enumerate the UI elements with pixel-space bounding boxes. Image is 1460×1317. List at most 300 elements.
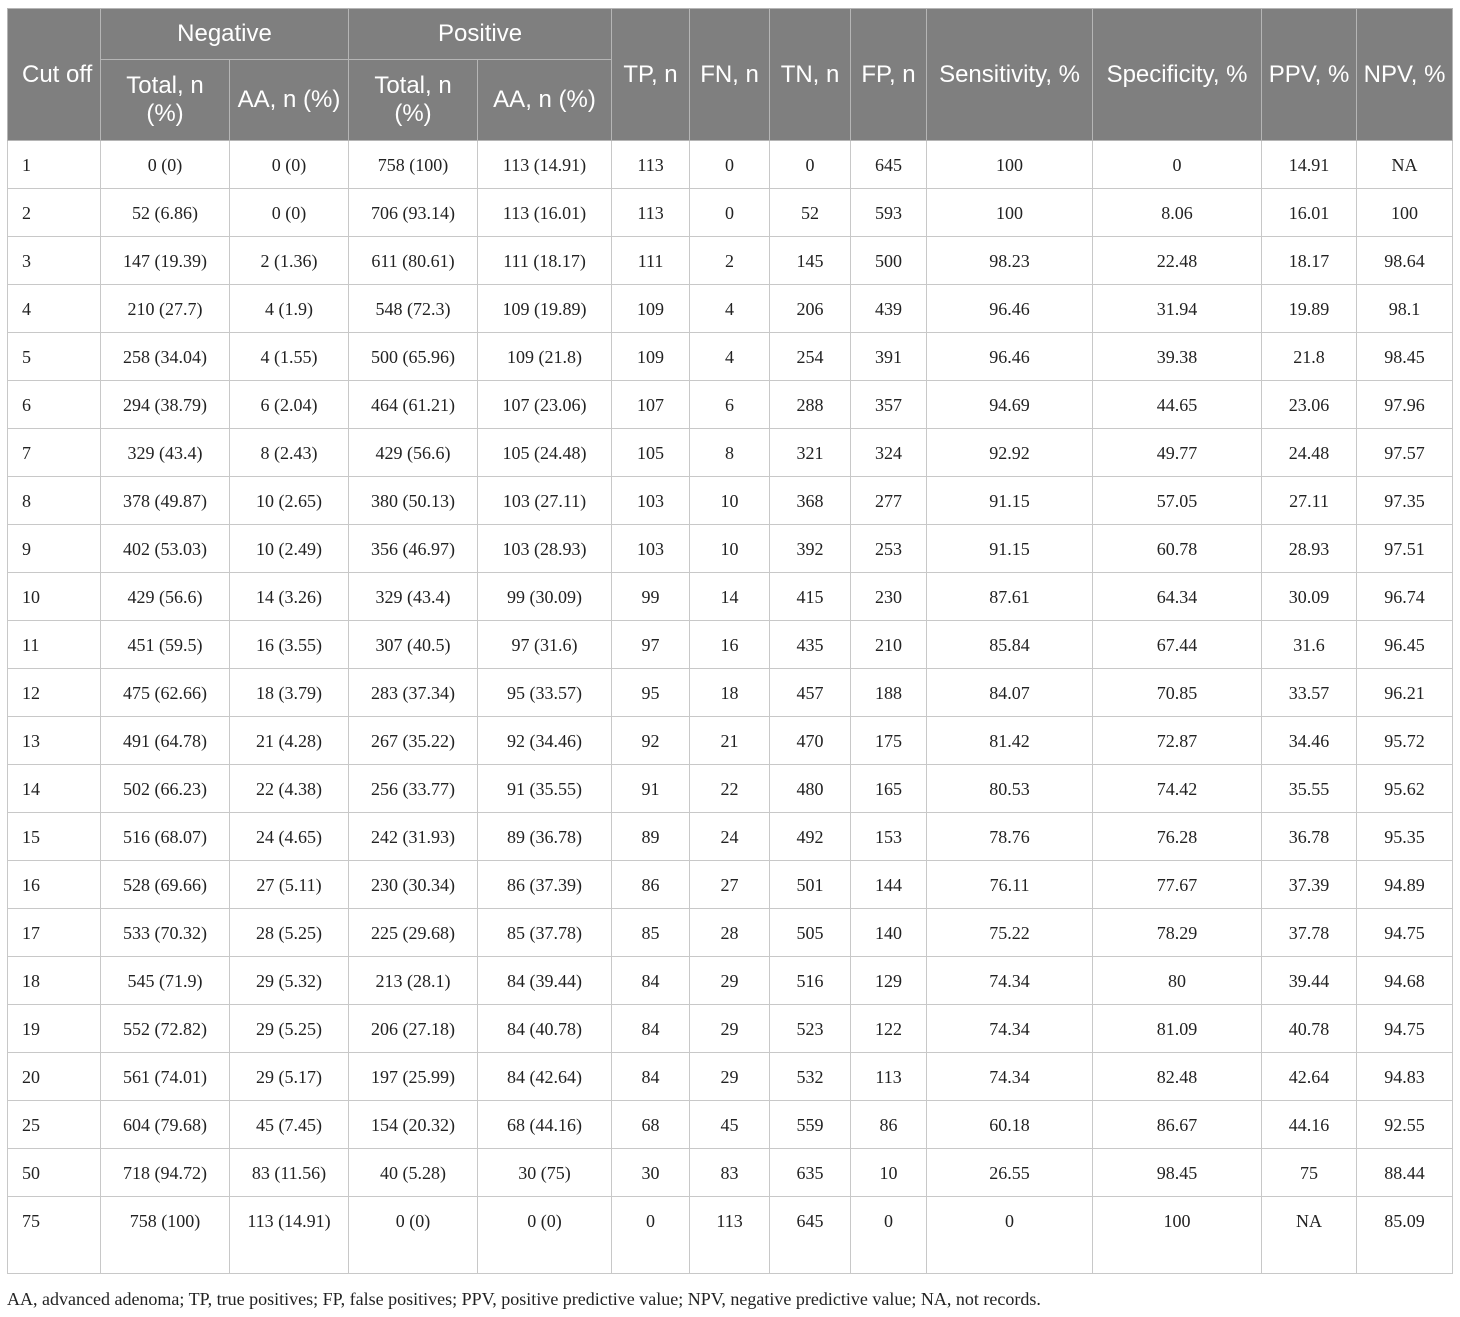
cell-sensitivity: 78.76 [927, 813, 1093, 861]
cell-tn: 645 [770, 1197, 851, 1274]
cell-negative-aa: 14 (3.26) [230, 573, 349, 621]
cell-negative-aa: 113 (14.91) [230, 1197, 349, 1274]
cell-positive-total: 758 (100) [349, 141, 478, 189]
cell-negative-total: 52 (6.86) [101, 189, 230, 237]
cell-ppv: 23.06 [1262, 381, 1357, 429]
cell-tn: 505 [770, 909, 851, 957]
table-row [8, 333, 1453, 381]
cell-specificity: 0 [1093, 141, 1262, 189]
cell-ppv: 18.17 [1262, 237, 1357, 285]
cell-specificity: 82.48 [1093, 1053, 1262, 1101]
cell-specificity: 64.34 [1093, 573, 1262, 621]
cell-positive-aa: 109 (21.8) [478, 333, 612, 381]
cell-positive-total: 706 (93.14) [349, 189, 478, 237]
cell-fn: 29 [690, 1005, 770, 1053]
cell-fp: 113 [851, 1053, 927, 1101]
cell-npv: 94.83 [1357, 1053, 1453, 1101]
cell-cutoff: 3 [8, 237, 101, 285]
cell-negative-aa: 10 (2.65) [230, 477, 349, 525]
cell-negative-total: 758 (100) [101, 1197, 230, 1274]
cell-positive-total: 230 (30.34) [349, 861, 478, 909]
header-positive-aa: AA, n (%) [478, 60, 612, 141]
cell-cutoff: 6 [8, 381, 101, 429]
cell-negative-aa: 2 (1.36) [230, 237, 349, 285]
cell-tp: 107 [612, 381, 690, 429]
cell-negative-total: 528 (69.66) [101, 861, 230, 909]
cell-negative-aa: 4 (1.55) [230, 333, 349, 381]
cell-negative-aa: 8 (2.43) [230, 429, 349, 477]
cell-fp: 210 [851, 621, 927, 669]
cell-specificity: 44.65 [1093, 381, 1262, 429]
cell-negative-total: 533 (70.32) [101, 909, 230, 957]
cell-tn: 532 [770, 1053, 851, 1101]
header-sensitivity: Sensitivity, % [927, 9, 1093, 141]
cell-negative-aa: 10 (2.49) [230, 525, 349, 573]
cell-negative-aa: 83 (11.56) [230, 1149, 349, 1197]
cell-ppv: 44.16 [1262, 1101, 1357, 1149]
cell-sensitivity: 0 [927, 1197, 1093, 1274]
cell-fn: 14 [690, 573, 770, 621]
cell-positive-total: 225 (29.68) [349, 909, 478, 957]
header-negative-aa: AA, n (%) [230, 60, 349, 141]
cell-fp: 175 [851, 717, 927, 765]
cell-ppv: 42.64 [1262, 1053, 1357, 1101]
cell-positive-total: 206 (27.18) [349, 1005, 478, 1053]
cell-sensitivity: 91.15 [927, 525, 1093, 573]
cell-cutoff: 7 [8, 429, 101, 477]
cell-ppv: 30.09 [1262, 573, 1357, 621]
cell-tn: 206 [770, 285, 851, 333]
cell-tn: 415 [770, 573, 851, 621]
cell-sensitivity: 74.34 [927, 957, 1093, 1005]
cell-npv: 98.1 [1357, 285, 1453, 333]
cell-fn: 10 [690, 525, 770, 573]
cell-fp: 165 [851, 765, 927, 813]
cell-sensitivity: 100 [927, 141, 1093, 189]
cell-positive-total: 611 (80.61) [349, 237, 478, 285]
cell-tp: 84 [612, 1053, 690, 1101]
cell-negative-total: 329 (43.4) [101, 429, 230, 477]
cell-fn: 18 [690, 669, 770, 717]
cell-negative-total: 516 (68.07) [101, 813, 230, 861]
cell-fp: 188 [851, 669, 927, 717]
cell-tp: 99 [612, 573, 690, 621]
cell-positive-aa: 105 (24.48) [478, 429, 612, 477]
cell-tp: 113 [612, 141, 690, 189]
cell-positive-total: 307 (40.5) [349, 621, 478, 669]
cell-positive-aa: 86 (37.39) [478, 861, 612, 909]
cell-tp: 91 [612, 765, 690, 813]
cell-negative-aa: 0 (0) [230, 141, 349, 189]
cell-fp: 391 [851, 333, 927, 381]
cell-tp: 84 [612, 957, 690, 1005]
cell-positive-total: 429 (56.6) [349, 429, 478, 477]
cell-negative-total: 210 (27.7) [101, 285, 230, 333]
cell-npv: 94.68 [1357, 957, 1453, 1005]
cell-cutoff: 75 [8, 1197, 101, 1274]
cell-tn: 501 [770, 861, 851, 909]
cell-tp: 109 [612, 333, 690, 381]
table-row [8, 141, 1453, 189]
cell-negative-total: 258 (34.04) [101, 333, 230, 381]
cell-ppv: 31.6 [1262, 621, 1357, 669]
cell-fn: 16 [690, 621, 770, 669]
cell-ppv: 34.46 [1262, 717, 1357, 765]
cell-negative-aa: 18 (3.79) [230, 669, 349, 717]
cell-fp: 140 [851, 909, 927, 957]
cell-positive-aa: 113 (14.91) [478, 141, 612, 189]
cell-negative-total: 429 (56.6) [101, 573, 230, 621]
table-row [8, 1101, 1453, 1149]
header-negative: Negative [101, 9, 349, 60]
cell-sensitivity: 92.92 [927, 429, 1093, 477]
cell-specificity: 86.67 [1093, 1101, 1262, 1149]
cell-sensitivity: 100 [927, 189, 1093, 237]
cell-negative-aa: 28 (5.25) [230, 909, 349, 957]
cell-fp: 253 [851, 525, 927, 573]
cell-specificity: 72.87 [1093, 717, 1262, 765]
cell-tp: 0 [612, 1197, 690, 1274]
cell-negative-aa: 21 (4.28) [230, 717, 349, 765]
cell-sensitivity: 60.18 [927, 1101, 1093, 1149]
table-row [8, 1197, 1453, 1274]
cell-tn: 516 [770, 957, 851, 1005]
cell-tp: 103 [612, 525, 690, 573]
cell-tp: 86 [612, 861, 690, 909]
cell-npv: 95.72 [1357, 717, 1453, 765]
cell-fp: 10 [851, 1149, 927, 1197]
table-row [8, 909, 1453, 957]
cell-positive-aa: 95 (33.57) [478, 669, 612, 717]
cell-npv: 94.89 [1357, 861, 1453, 909]
cell-fp: 153 [851, 813, 927, 861]
cell-sensitivity: 74.34 [927, 1053, 1093, 1101]
cell-tp: 89 [612, 813, 690, 861]
cell-cutoff: 13 [8, 717, 101, 765]
table-footnote: AA, advanced adenoma; TP, true positives; FP, false positives; PPV, positive predictive value; NPV, negative predictive value; NA, not records. [7, 1289, 1041, 1309]
cell-tn: 145 [770, 237, 851, 285]
cell-negative-total: 294 (38.79) [101, 381, 230, 429]
cell-positive-total: 356 (46.97) [349, 525, 478, 573]
cell-specificity: 8.06 [1093, 189, 1262, 237]
cell-negative-aa: 45 (7.45) [230, 1101, 349, 1149]
cell-fp: 645 [851, 141, 927, 189]
table-row [8, 285, 1453, 333]
table-row [8, 765, 1453, 813]
cell-tp: 85 [612, 909, 690, 957]
cell-npv: 96.74 [1357, 573, 1453, 621]
cell-tn: 392 [770, 525, 851, 573]
cell-sensitivity: 80.53 [927, 765, 1093, 813]
cell-fn: 6 [690, 381, 770, 429]
cell-specificity: 78.29 [1093, 909, 1262, 957]
cell-specificity: 49.77 [1093, 429, 1262, 477]
cell-cutoff: 14 [8, 765, 101, 813]
cell-specificity: 60.78 [1093, 525, 1262, 573]
cell-cutoff: 25 [8, 1101, 101, 1149]
cell-positive-aa: 84 (39.44) [478, 957, 612, 1005]
table-row [8, 1005, 1453, 1053]
cell-fp: 439 [851, 285, 927, 333]
cell-tn: 288 [770, 381, 851, 429]
table-row [8, 669, 1453, 717]
cell-cutoff: 11 [8, 621, 101, 669]
cell-positive-aa: 111 (18.17) [478, 237, 612, 285]
cell-specificity: 67.44 [1093, 621, 1262, 669]
cell-negative-aa: 16 (3.55) [230, 621, 349, 669]
table-row [8, 621, 1453, 669]
cell-npv: 92.55 [1357, 1101, 1453, 1149]
header-specificity: Specificity, % [1093, 9, 1262, 141]
cell-npv: 96.45 [1357, 621, 1453, 669]
cell-specificity: 57.05 [1093, 477, 1262, 525]
cell-sensitivity: 87.61 [927, 573, 1093, 621]
cell-npv: 95.62 [1357, 765, 1453, 813]
cell-fp: 230 [851, 573, 927, 621]
cell-ppv: 75 [1262, 1149, 1357, 1197]
cell-fp: 324 [851, 429, 927, 477]
cell-npv: 97.96 [1357, 381, 1453, 429]
cell-positive-aa: 97 (31.6) [478, 621, 612, 669]
cell-positive-total: 213 (28.1) [349, 957, 478, 1005]
cell-tp: 105 [612, 429, 690, 477]
table-row [8, 717, 1453, 765]
table-row [8, 861, 1453, 909]
cell-npv: 100 [1357, 189, 1453, 237]
cell-npv: 97.35 [1357, 477, 1453, 525]
cell-cutoff: 12 [8, 669, 101, 717]
table-row [8, 189, 1453, 237]
cell-tn: 254 [770, 333, 851, 381]
cell-fn: 2 [690, 237, 770, 285]
cell-ppv: 35.55 [1262, 765, 1357, 813]
cell-negative-total: 475 (62.66) [101, 669, 230, 717]
cell-cutoff: 1 [8, 141, 101, 189]
cell-positive-aa: 89 (36.78) [478, 813, 612, 861]
cell-positive-total: 329 (43.4) [349, 573, 478, 621]
cell-fn: 10 [690, 477, 770, 525]
cell-tn: 492 [770, 813, 851, 861]
header-negative-total: Total, n (%) [101, 60, 230, 141]
cell-positive-total: 40 (5.28) [349, 1149, 478, 1197]
cell-positive-total: 464 (61.21) [349, 381, 478, 429]
cell-negative-aa: 0 (0) [230, 189, 349, 237]
header-ppv: PPV, % [1262, 9, 1357, 141]
cell-cutoff: 17 [8, 909, 101, 957]
cell-sensitivity: 98.23 [927, 237, 1093, 285]
table-row [8, 237, 1453, 285]
cell-ppv: 14.91 [1262, 141, 1357, 189]
cell-npv: 98.45 [1357, 333, 1453, 381]
cell-npv: 94.75 [1357, 909, 1453, 957]
table-row [8, 477, 1453, 525]
cell-ppv: 24.48 [1262, 429, 1357, 477]
cell-fn: 4 [690, 285, 770, 333]
cell-positive-aa: 85 (37.78) [478, 909, 612, 957]
table-row [8, 1053, 1453, 1101]
cell-cutoff: 50 [8, 1149, 101, 1197]
cell-fn: 27 [690, 861, 770, 909]
cell-fn: 8 [690, 429, 770, 477]
cell-fp: 357 [851, 381, 927, 429]
cell-specificity: 77.67 [1093, 861, 1262, 909]
cell-positive-aa: 0 (0) [478, 1197, 612, 1274]
cell-fp: 0 [851, 1197, 927, 1274]
cell-tp: 97 [612, 621, 690, 669]
cell-positive-total: 267 (35.22) [349, 717, 478, 765]
cell-negative-total: 378 (49.87) [101, 477, 230, 525]
cell-fn: 24 [690, 813, 770, 861]
cell-ppv: 16.01 [1262, 189, 1357, 237]
cell-tn: 523 [770, 1005, 851, 1053]
cell-tn: 480 [770, 765, 851, 813]
cell-positive-total: 0 (0) [349, 1197, 478, 1274]
cell-fn: 22 [690, 765, 770, 813]
cell-positive-total: 380 (50.13) [349, 477, 478, 525]
cell-negative-aa: 29 (5.17) [230, 1053, 349, 1101]
cell-cutoff: 10 [8, 573, 101, 621]
header-npv: NPV, % [1357, 9, 1453, 141]
table-row [8, 429, 1453, 477]
cell-npv: 88.44 [1357, 1149, 1453, 1197]
cell-ppv: 37.39 [1262, 861, 1357, 909]
cell-tn: 470 [770, 717, 851, 765]
cell-tn: 368 [770, 477, 851, 525]
cell-tp: 109 [612, 285, 690, 333]
header-fp: FP, n [851, 9, 927, 141]
cell-tn: 559 [770, 1101, 851, 1149]
cell-negative-total: 451 (59.5) [101, 621, 230, 669]
cell-ppv: 27.11 [1262, 477, 1357, 525]
cell-specificity: 39.38 [1093, 333, 1262, 381]
cell-fn: 113 [690, 1197, 770, 1274]
cell-sensitivity: 85.84 [927, 621, 1093, 669]
cell-cutoff: 20 [8, 1053, 101, 1101]
cell-tn: 635 [770, 1149, 851, 1197]
cell-positive-total: 256 (33.77) [349, 765, 478, 813]
cell-positive-total: 242 (31.93) [349, 813, 478, 861]
cell-fn: 21 [690, 717, 770, 765]
header-cutoff: Cut off [8, 9, 101, 141]
cell-cutoff: 15 [8, 813, 101, 861]
cell-specificity: 80 [1093, 957, 1262, 1005]
cell-sensitivity: 75.22 [927, 909, 1093, 957]
cell-sensitivity: 94.69 [927, 381, 1093, 429]
cell-fp: 500 [851, 237, 927, 285]
cell-negative-total: 604 (79.68) [101, 1101, 230, 1149]
cell-negative-aa: 27 (5.11) [230, 861, 349, 909]
cell-sensitivity: 76.11 [927, 861, 1093, 909]
table-row [8, 573, 1453, 621]
cell-positive-total: 283 (37.34) [349, 669, 478, 717]
cell-fp: 122 [851, 1005, 927, 1053]
cell-fn: 29 [690, 1053, 770, 1101]
cell-fn: 0 [690, 141, 770, 189]
cell-tn: 0 [770, 141, 851, 189]
cell-negative-total: 718 (94.72) [101, 1149, 230, 1197]
cell-positive-total: 500 (65.96) [349, 333, 478, 381]
cell-positive-aa: 91 (35.55) [478, 765, 612, 813]
cell-fp: 129 [851, 957, 927, 1005]
cell-specificity: 100 [1093, 1197, 1262, 1274]
cell-sensitivity: 74.34 [927, 1005, 1093, 1053]
cell-positive-aa: 99 (30.09) [478, 573, 612, 621]
cell-cutoff: 2 [8, 189, 101, 237]
cell-negative-total: 552 (72.82) [101, 1005, 230, 1053]
cell-sensitivity: 96.46 [927, 285, 1093, 333]
cell-tp: 111 [612, 237, 690, 285]
table-row [8, 381, 1453, 429]
cell-positive-total: 154 (20.32) [349, 1101, 478, 1149]
cell-cutoff: 18 [8, 957, 101, 1005]
cell-cutoff: 8 [8, 477, 101, 525]
cell-specificity: 31.94 [1093, 285, 1262, 333]
cell-ppv: NA [1262, 1197, 1357, 1274]
cell-ppv: 21.8 [1262, 333, 1357, 381]
cell-tp: 103 [612, 477, 690, 525]
cell-fn: 28 [690, 909, 770, 957]
cell-tn: 457 [770, 669, 851, 717]
cell-tp: 30 [612, 1149, 690, 1197]
cell-npv: 94.75 [1357, 1005, 1453, 1053]
cell-specificity: 70.85 [1093, 669, 1262, 717]
cell-cutoff: 16 [8, 861, 101, 909]
cell-fp: 593 [851, 189, 927, 237]
cell-fp: 86 [851, 1101, 927, 1149]
cell-negative-total: 561 (74.01) [101, 1053, 230, 1101]
cell-sensitivity: 84.07 [927, 669, 1093, 717]
cell-ppv: 36.78 [1262, 813, 1357, 861]
cell-ppv: 37.78 [1262, 909, 1357, 957]
cell-negative-total: 545 (71.9) [101, 957, 230, 1005]
cell-fp: 144 [851, 861, 927, 909]
cell-positive-aa: 107 (23.06) [478, 381, 612, 429]
cell-positive-aa: 68 (44.16) [478, 1101, 612, 1149]
cell-tn: 321 [770, 429, 851, 477]
cell-positive-aa: 113 (16.01) [478, 189, 612, 237]
header-tn: TN, n [770, 9, 851, 141]
header-fn: FN, n [690, 9, 770, 141]
cell-npv: NA [1357, 141, 1453, 189]
cell-npv: 96.21 [1357, 669, 1453, 717]
cell-positive-total: 197 (25.99) [349, 1053, 478, 1101]
cell-negative-aa: 29 (5.32) [230, 957, 349, 1005]
cell-sensitivity: 81.42 [927, 717, 1093, 765]
cell-sensitivity: 26.55 [927, 1149, 1093, 1197]
table-row [8, 1149, 1453, 1197]
cell-cutoff: 19 [8, 1005, 101, 1053]
cell-npv: 97.57 [1357, 429, 1453, 477]
cell-sensitivity: 91.15 [927, 477, 1093, 525]
cell-specificity: 81.09 [1093, 1005, 1262, 1053]
table-row [8, 957, 1453, 1005]
cell-tp: 113 [612, 189, 690, 237]
cell-positive-total: 548 (72.3) [349, 285, 478, 333]
cell-npv: 97.51 [1357, 525, 1453, 573]
cell-positive-aa: 103 (27.11) [478, 477, 612, 525]
cell-negative-total: 402 (53.03) [101, 525, 230, 573]
cell-negative-total: 0 (0) [101, 141, 230, 189]
cell-ppv: 33.57 [1262, 669, 1357, 717]
cell-fp: 277 [851, 477, 927, 525]
header-positive-total: Total, n (%) [349, 60, 478, 141]
cell-specificity: 74.42 [1093, 765, 1262, 813]
table-container [7, 8, 1452, 1274]
cell-fn: 0 [690, 189, 770, 237]
cell-negative-aa: 4 (1.9) [230, 285, 349, 333]
cell-cutoff: 5 [8, 333, 101, 381]
cell-negative-total: 147 (19.39) [101, 237, 230, 285]
